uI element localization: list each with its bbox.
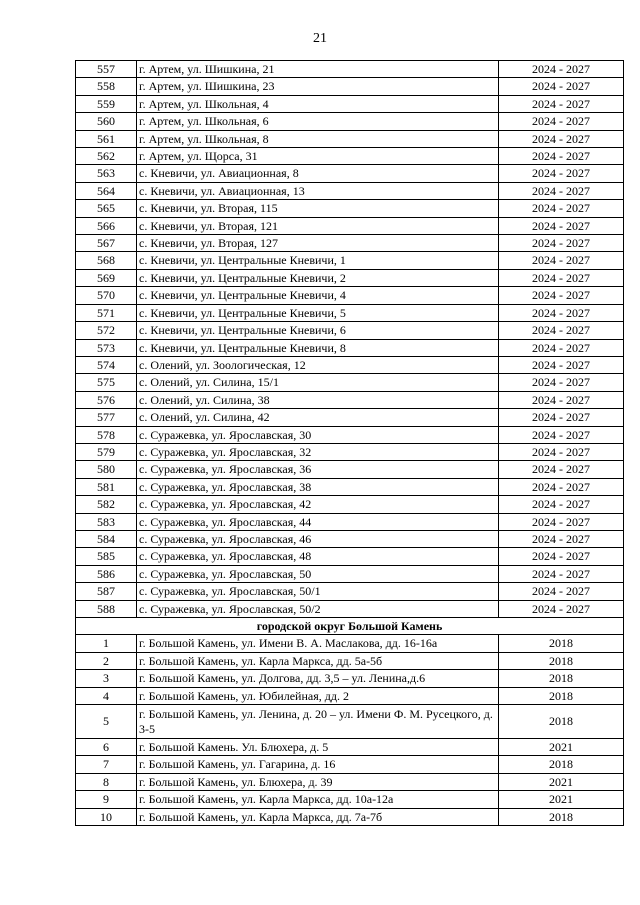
row-number: 561 — [76, 130, 137, 147]
row-number: 581 — [76, 478, 137, 495]
table-row — [76, 356, 624, 373]
row-number: 5 — [76, 705, 137, 739]
section-title: городской округ Большой Камень — [76, 618, 624, 635]
table-row — [76, 496, 624, 513]
table-row — [76, 200, 624, 217]
row-number: 578 — [76, 426, 137, 443]
row-period: 2024 - 2027 — [499, 95, 624, 112]
row-period: 2018 — [499, 756, 624, 773]
row-period: 2024 - 2027 — [499, 113, 624, 130]
row-number: 564 — [76, 182, 137, 199]
table-row — [76, 600, 624, 617]
row-period: 2024 - 2027 — [499, 235, 624, 252]
row-number: 568 — [76, 252, 137, 269]
table-row — [76, 808, 624, 825]
table-row — [76, 705, 624, 739]
row-address: г. Артем, ул. Шишкина, 21 — [137, 61, 499, 78]
row-period: 2024 - 2027 — [499, 182, 624, 199]
row-number: 569 — [76, 269, 137, 286]
row-number: 7 — [76, 756, 137, 773]
row-address: с. Кневичи, ул. Вторая, 115 — [137, 200, 499, 217]
row-number: 573 — [76, 339, 137, 356]
row-address: с. Кневичи, ул. Авиационная, 13 — [137, 182, 499, 199]
row-address: с. Кневичи, ул. Центральные Кневичи, 2 — [137, 269, 499, 286]
row-period: 2024 - 2027 — [499, 130, 624, 147]
row-address: г. Большой Камень. Ул. Блюхера, д. 5 — [137, 739, 499, 756]
table-row — [76, 339, 624, 356]
row-period: 2024 - 2027 — [499, 287, 624, 304]
row-number: 572 — [76, 322, 137, 339]
row-address: г. Большой Камень, ул. Карла Маркса, дд. 7а-7б — [137, 808, 499, 825]
row-period: 2024 - 2027 — [499, 513, 624, 530]
row-number: 576 — [76, 391, 137, 408]
row-number: 1 — [76, 635, 137, 652]
row-address: с. Олений, ул. Силина, 42 — [137, 409, 499, 426]
row-number: 562 — [76, 148, 137, 165]
table-row — [76, 217, 624, 234]
row-address: с. Суражевка, ул. Ярославская, 36 — [137, 461, 499, 478]
row-period: 2024 - 2027 — [499, 565, 624, 582]
row-period: 2024 - 2027 — [499, 426, 624, 443]
table-body-bottom — [76, 635, 624, 826]
row-address: с. Суражевка, ул. Ярославская, 50 — [137, 565, 499, 582]
row-address: с. Кневичи, ул. Центральные Кневичи, 8 — [137, 339, 499, 356]
row-period: 2018 — [499, 635, 624, 652]
row-period: 2024 - 2027 — [499, 356, 624, 373]
row-number: 9 — [76, 791, 137, 808]
row-period: 2018 — [499, 687, 624, 704]
row-address: г. Большой Камень, ул. Долгова, дд. 3,5 – ул. Ленина,д.6 — [137, 670, 499, 687]
table-row — [76, 565, 624, 582]
row-address: г. Большой Камень, ул. Блюхера, д. 39 — [137, 773, 499, 790]
row-address: с. Кневичи, ул. Авиационная, 8 — [137, 165, 499, 182]
table-row — [76, 513, 624, 530]
table-row — [76, 530, 624, 547]
row-period: 2024 - 2027 — [499, 583, 624, 600]
row-number: 6 — [76, 739, 137, 756]
table-row — [76, 78, 624, 95]
row-period: 2024 - 2027 — [499, 252, 624, 269]
row-period: 2021 — [499, 791, 624, 808]
row-address: с. Олений, ул. Зоологическая, 12 — [137, 356, 499, 373]
row-address: г. Большой Камень, ул. Ленина, д. 20 – ул. Имени Ф. М. Русецкого, д. 3-5 — [137, 705, 499, 739]
row-number: 10 — [76, 808, 137, 825]
row-period: 2024 - 2027 — [499, 269, 624, 286]
row-address: г. Артем, ул. Школьная, 8 — [137, 130, 499, 147]
table-row — [76, 304, 624, 321]
table-row — [76, 235, 624, 252]
row-number: 2 — [76, 652, 137, 669]
row-address: г. Большой Камень, ул. Имени В. А. Маслакова, дд. 16-16а — [137, 635, 499, 652]
row-period: 2024 - 2027 — [499, 391, 624, 408]
row-number: 570 — [76, 287, 137, 304]
row-period: 2024 - 2027 — [499, 217, 624, 234]
table-row — [76, 548, 624, 565]
row-number: 8 — [76, 773, 137, 790]
table-row — [76, 113, 624, 130]
row-number: 565 — [76, 200, 137, 217]
table-row — [76, 426, 624, 443]
row-period: 2024 - 2027 — [499, 322, 624, 339]
row-number: 584 — [76, 530, 137, 547]
row-period: 2024 - 2027 — [499, 374, 624, 391]
row-number: 585 — [76, 548, 137, 565]
table-row — [76, 148, 624, 165]
row-period: 2024 - 2027 — [499, 200, 624, 217]
table-row — [76, 165, 624, 182]
row-address: г. Большой Камень, ул. Гагарина, д. 16 — [137, 756, 499, 773]
address-table — [75, 60, 624, 826]
row-number: 575 — [76, 374, 137, 391]
row-number: 560 — [76, 113, 137, 130]
row-period: 2024 - 2027 — [499, 61, 624, 78]
row-address: с. Кневичи, ул. Центральные Кневичи, 6 — [137, 322, 499, 339]
table-row — [76, 409, 624, 426]
table-row — [76, 252, 624, 269]
row-address: с. Кневичи, ул. Центральные Кневичи, 5 — [137, 304, 499, 321]
row-address: с. Суражевка, ул. Ярославская, 46 — [137, 530, 499, 547]
row-address: с. Суражевка, ул. Ярославская, 30 — [137, 426, 499, 443]
row-period: 2024 - 2027 — [499, 78, 624, 95]
row-period: 2018 — [499, 808, 624, 825]
row-number: 559 — [76, 95, 137, 112]
row-address: г. Артем, ул. Школьная, 4 — [137, 95, 499, 112]
table-row — [76, 478, 624, 495]
row-number: 4 — [76, 687, 137, 704]
row-period: 2024 - 2027 — [499, 148, 624, 165]
row-number: 567 — [76, 235, 137, 252]
row-address: с. Суражевка, ул. Ярославская, 50/1 — [137, 583, 499, 600]
row-period: 2024 - 2027 — [499, 461, 624, 478]
table-row — [76, 130, 624, 147]
row-number: 577 — [76, 409, 137, 426]
section-row — [76, 618, 624, 635]
row-address: с. Суражевка, ул. Ярославская, 32 — [137, 443, 499, 460]
row-address: с. Суражевка, ул. Ярославская, 44 — [137, 513, 499, 530]
row-period: 2024 - 2027 — [499, 600, 624, 617]
row-number: 588 — [76, 600, 137, 617]
row-number: 582 — [76, 496, 137, 513]
row-address: г. Артем, ул. Шишкина, 23 — [137, 78, 499, 95]
row-period: 2024 - 2027 — [499, 496, 624, 513]
table-row — [76, 287, 624, 304]
table-row — [76, 182, 624, 199]
row-number: 580 — [76, 461, 137, 478]
row-address: с. Суражевка, ул. Ярославская, 50/2 — [137, 600, 499, 617]
row-number: 3 — [76, 670, 137, 687]
row-period: 2024 - 2027 — [499, 409, 624, 426]
row-address: с. Суражевка, ул. Ярославская, 48 — [137, 548, 499, 565]
row-period: 2024 - 2027 — [499, 165, 624, 182]
row-period: 2021 — [499, 739, 624, 756]
row-address: г. Большой Камень, ул. Карла Маркса, дд. 5а-5б — [137, 652, 499, 669]
row-period: 2024 - 2027 — [499, 478, 624, 495]
row-address: с. Кневичи, ул. Вторая, 127 — [137, 235, 499, 252]
row-number: 571 — [76, 304, 137, 321]
row-number: 558 — [76, 78, 137, 95]
row-number: 557 — [76, 61, 137, 78]
row-address: с. Кневичи, ул. Центральные Кневичи, 4 — [137, 287, 499, 304]
table-row — [76, 583, 624, 600]
page-number: 21 — [313, 31, 327, 46]
row-period: 2018 — [499, 670, 624, 687]
table-row — [76, 791, 624, 808]
table-row — [76, 461, 624, 478]
row-address: г. Большой Камень, ул. Карла Маркса, дд. 10а-12а — [137, 791, 499, 808]
table-row — [76, 95, 624, 112]
row-number: 586 — [76, 565, 137, 582]
table-body-top — [76, 61, 624, 618]
row-address: г. Большой Камень, ул. Юбилейная, дд. 2 — [137, 687, 499, 704]
row-address: с. Кневичи, ул. Вторая, 121 — [137, 217, 499, 234]
table-row — [76, 61, 624, 78]
row-period: 2018 — [499, 705, 624, 739]
row-address: с. Суражевка, ул. Ярославская, 38 — [137, 478, 499, 495]
row-number: 579 — [76, 443, 137, 460]
table-row — [76, 391, 624, 408]
table-row — [76, 652, 624, 669]
table-row — [76, 269, 624, 286]
table-row — [76, 773, 624, 790]
section-header — [76, 618, 624, 635]
row-number: 566 — [76, 217, 137, 234]
table-row — [76, 322, 624, 339]
row-period: 2021 — [499, 773, 624, 790]
row-address: с. Суражевка, ул. Ярославская, 42 — [137, 496, 499, 513]
row-period: 2024 - 2027 — [499, 304, 624, 321]
table-row — [76, 443, 624, 460]
row-number: 583 — [76, 513, 137, 530]
row-address: с. Олений, ул. Силина, 38 — [137, 391, 499, 408]
row-period: 2024 - 2027 — [499, 443, 624, 460]
table-row — [76, 739, 624, 756]
row-period: 2018 — [499, 652, 624, 669]
row-address: с. Олений, ул. Силина, 15/1 — [137, 374, 499, 391]
table-row — [76, 756, 624, 773]
table-row — [76, 670, 624, 687]
table-row — [76, 374, 624, 391]
row-number: 587 — [76, 583, 137, 600]
row-period: 2024 - 2027 — [499, 530, 624, 547]
row-period: 2024 - 2027 — [499, 548, 624, 565]
row-address: г. Артем, ул. Школьная, 6 — [137, 113, 499, 130]
row-period: 2024 - 2027 — [499, 339, 624, 356]
row-number: 574 — [76, 356, 137, 373]
row-address: г. Артем, ул. Щорса, 31 — [137, 148, 499, 165]
row-address: с. Кневичи, ул. Центральные Кневичи, 1 — [137, 252, 499, 269]
table-row — [76, 635, 624, 652]
row-number: 563 — [76, 165, 137, 182]
table-row — [76, 687, 624, 704]
